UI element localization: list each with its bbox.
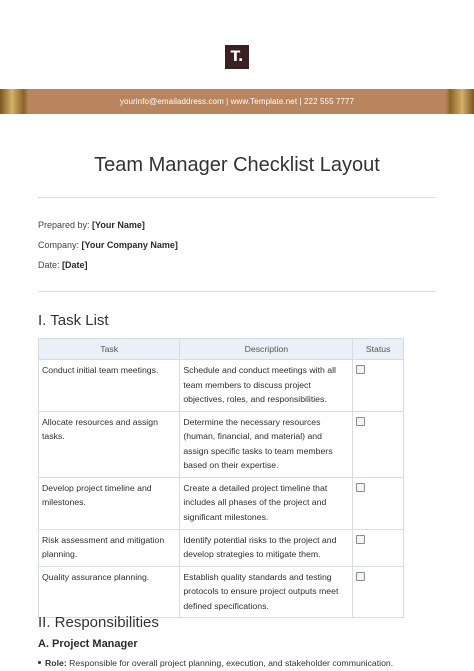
role-label: Role: xyxy=(45,658,67,668)
description-cell: Establish quality standards and testing protocols to ensure project outputs meet defined specifications. xyxy=(180,566,353,618)
column-description: Description xyxy=(180,339,353,360)
description-cell: Identify potential risks to the project and develop strategies to mitigate them. xyxy=(180,529,353,566)
status-checkbox[interactable] xyxy=(356,483,365,492)
date-value: [Date] xyxy=(62,260,88,270)
bullet-icon xyxy=(38,661,41,664)
page-title: Team Manager Checklist Layout xyxy=(94,154,380,176)
prepared-by: Prepared by: [Your Name] xyxy=(38,220,145,230)
task-cell: Conduct initial team meetings. xyxy=(39,360,180,412)
status-checkbox[interactable] xyxy=(356,572,365,581)
task-table xyxy=(38,338,404,618)
task-cell: Develop project timeline and milestones. xyxy=(39,477,180,529)
logo-letter: T. xyxy=(230,49,244,65)
status-checkbox[interactable] xyxy=(356,365,365,374)
table-row xyxy=(39,529,404,566)
template-logo xyxy=(225,45,249,69)
status-cell xyxy=(353,411,404,477)
status-cell xyxy=(353,477,404,529)
company: Company: [Your Company Name] xyxy=(38,240,178,250)
list-item xyxy=(38,658,393,668)
task-cell: Quality assurance planning. xyxy=(39,566,180,618)
table-row xyxy=(39,411,404,477)
prepared-by-value: [Your Name] xyxy=(92,220,145,230)
description-cell: Schedule and conduct meetings with all team members to discuss project objectives, roles, and responsibilities. xyxy=(180,360,353,412)
table-row xyxy=(39,360,404,412)
divider-top xyxy=(38,197,436,198)
divider-meta xyxy=(38,291,436,292)
status-cell xyxy=(353,529,404,566)
project-manager-heading: A. Project Manager xyxy=(38,638,138,650)
company-value: [Your Company Name] xyxy=(81,240,178,250)
table-row xyxy=(39,477,404,529)
task-cell: Allocate resources and assign tasks. xyxy=(39,411,180,477)
status-checkbox[interactable] xyxy=(356,417,365,426)
date: Date: [Date] xyxy=(38,260,88,270)
contact-banner xyxy=(0,89,474,114)
description-cell: Determine the necessary resources (human, financial, and material) and assign specific tasks to team members based on their expertise. xyxy=(180,411,353,477)
status-cell xyxy=(353,566,404,618)
section-responsibilities-heading: II. Responsibilities xyxy=(38,614,159,631)
status-checkbox[interactable] xyxy=(356,535,365,544)
column-task: Task xyxy=(39,339,180,360)
section-task-list-heading: I. Task List xyxy=(38,312,109,329)
status-cell xyxy=(353,360,404,412)
column-status: Status xyxy=(353,339,404,360)
table-header-row xyxy=(39,339,404,360)
task-cell: Risk assessment and mitigation planning. xyxy=(39,529,180,566)
description-cell: Create a detailed project timeline that includes all phases of the project and significant milestones. xyxy=(180,477,353,529)
contact-info: yourinfo@emailaddress.com | www.Template.net | 222 555 7777 xyxy=(119,97,355,106)
role-text: Responsible for overall project planning, execution, and stakeholder communication. xyxy=(69,658,394,668)
table-row xyxy=(39,566,404,618)
